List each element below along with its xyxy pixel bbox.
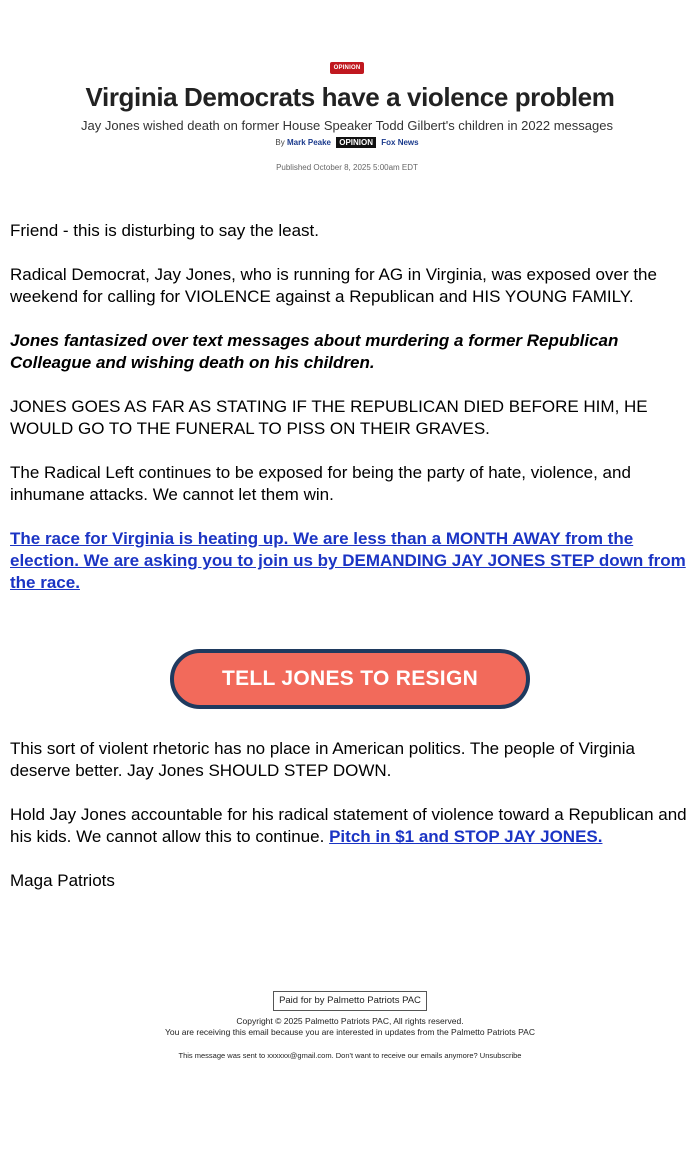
paragraph-accountable (10, 804, 690, 848)
sent-to-text: This message was sent to xxxxxx@gmail.com. Don't want to receive our emails anymore? (178, 1051, 478, 1060)
cta-container (0, 649, 700, 709)
email-body-top (10, 220, 690, 616)
sent-to-notice (0, 1050, 700, 1061)
article-subhead: Jay Jones wished death on former House Speaker Todd Gilbert's children in 2022 messages (81, 118, 613, 133)
email-body-bottom (10, 738, 690, 914)
signature: Maga Patriots (10, 871, 115, 890)
paragraph-fantasized: Jones fantasized over text messages about murdering a former Republican Colleague and wishing death on his children. (10, 331, 619, 372)
article-headline: Virginia Democrats have a violence problem (85, 82, 615, 112)
published-date: Published October 8, 2025 5:00am EDT (276, 163, 418, 172)
unsubscribe-link[interactable]: Unsubscribe (479, 1051, 522, 1060)
greeting-paragraph: Friend - this is disturbing to say the least. (10, 221, 319, 240)
paragraph-radical-left: The Radical Left continues to be exposed for being the party of hate, violence, and inhumane attacks. We cannot let them win. (10, 463, 631, 504)
race-heating-up-link[interactable]: The race for Virginia is heating up. We are less than a MONTH AWAY from the election. We are asking you to join us by DEMANDING JAY JONES STEP down from the race. (10, 529, 686, 592)
article-header-image[interactable] (0, 0, 700, 200)
article-byline (0, 137, 694, 149)
receiving-notice: You are receiving this email because you are interested in updates from the Palmetto Patriots PAC (165, 1027, 535, 1037)
paragraph-exposed: Radical Democrat, Jay Jones, who is running for AG in Virginia, was exposed over the weekend for calling for VIOLENCE against a Republican and HIS YOUNG FAMILY. (10, 265, 657, 306)
accountable-text: Hold Jay Jones accountable for his radical statement of violence toward a Republican and his kids. We cannot allow this to continue. (10, 805, 687, 846)
paragraph-race-link-wrap (10, 528, 690, 594)
paragraph-funeral: JONES GOES AS FAR AS STATING IF THE REPUBLICAN DIED BEFORE HIM, HE WOULD GO TO THE FUNERAL TO PISS ON THEIR GRAVES. (10, 397, 648, 438)
copyright-line: Copyright © 2025 Palmetto Patriots PAC, All rights reserved. (236, 1016, 464, 1026)
byline-opinion-tag: OPINION (336, 137, 376, 148)
paragraph-rhetoric: This sort of violent rhetoric has no place in American politics. The people of Virginia deserve better. Jay Jones SHOULD STEP DOWN. (10, 739, 635, 780)
tell-jones-to-resign-button[interactable]: TELL JONES TO RESIGN (170, 649, 530, 709)
paid-for-box: Paid for by Palmetto Patriots PAC (273, 991, 427, 1011)
opinion-badge: OPINION (330, 62, 364, 74)
byline-prefix: By (275, 138, 285, 147)
email-footer (0, 991, 700, 1061)
byline-outlet: Fox News (381, 138, 419, 147)
pitch-in-link[interactable]: Pitch in $1 and STOP JAY JONES. (329, 827, 603, 846)
byline-author: Mark Peake (286, 138, 331, 147)
